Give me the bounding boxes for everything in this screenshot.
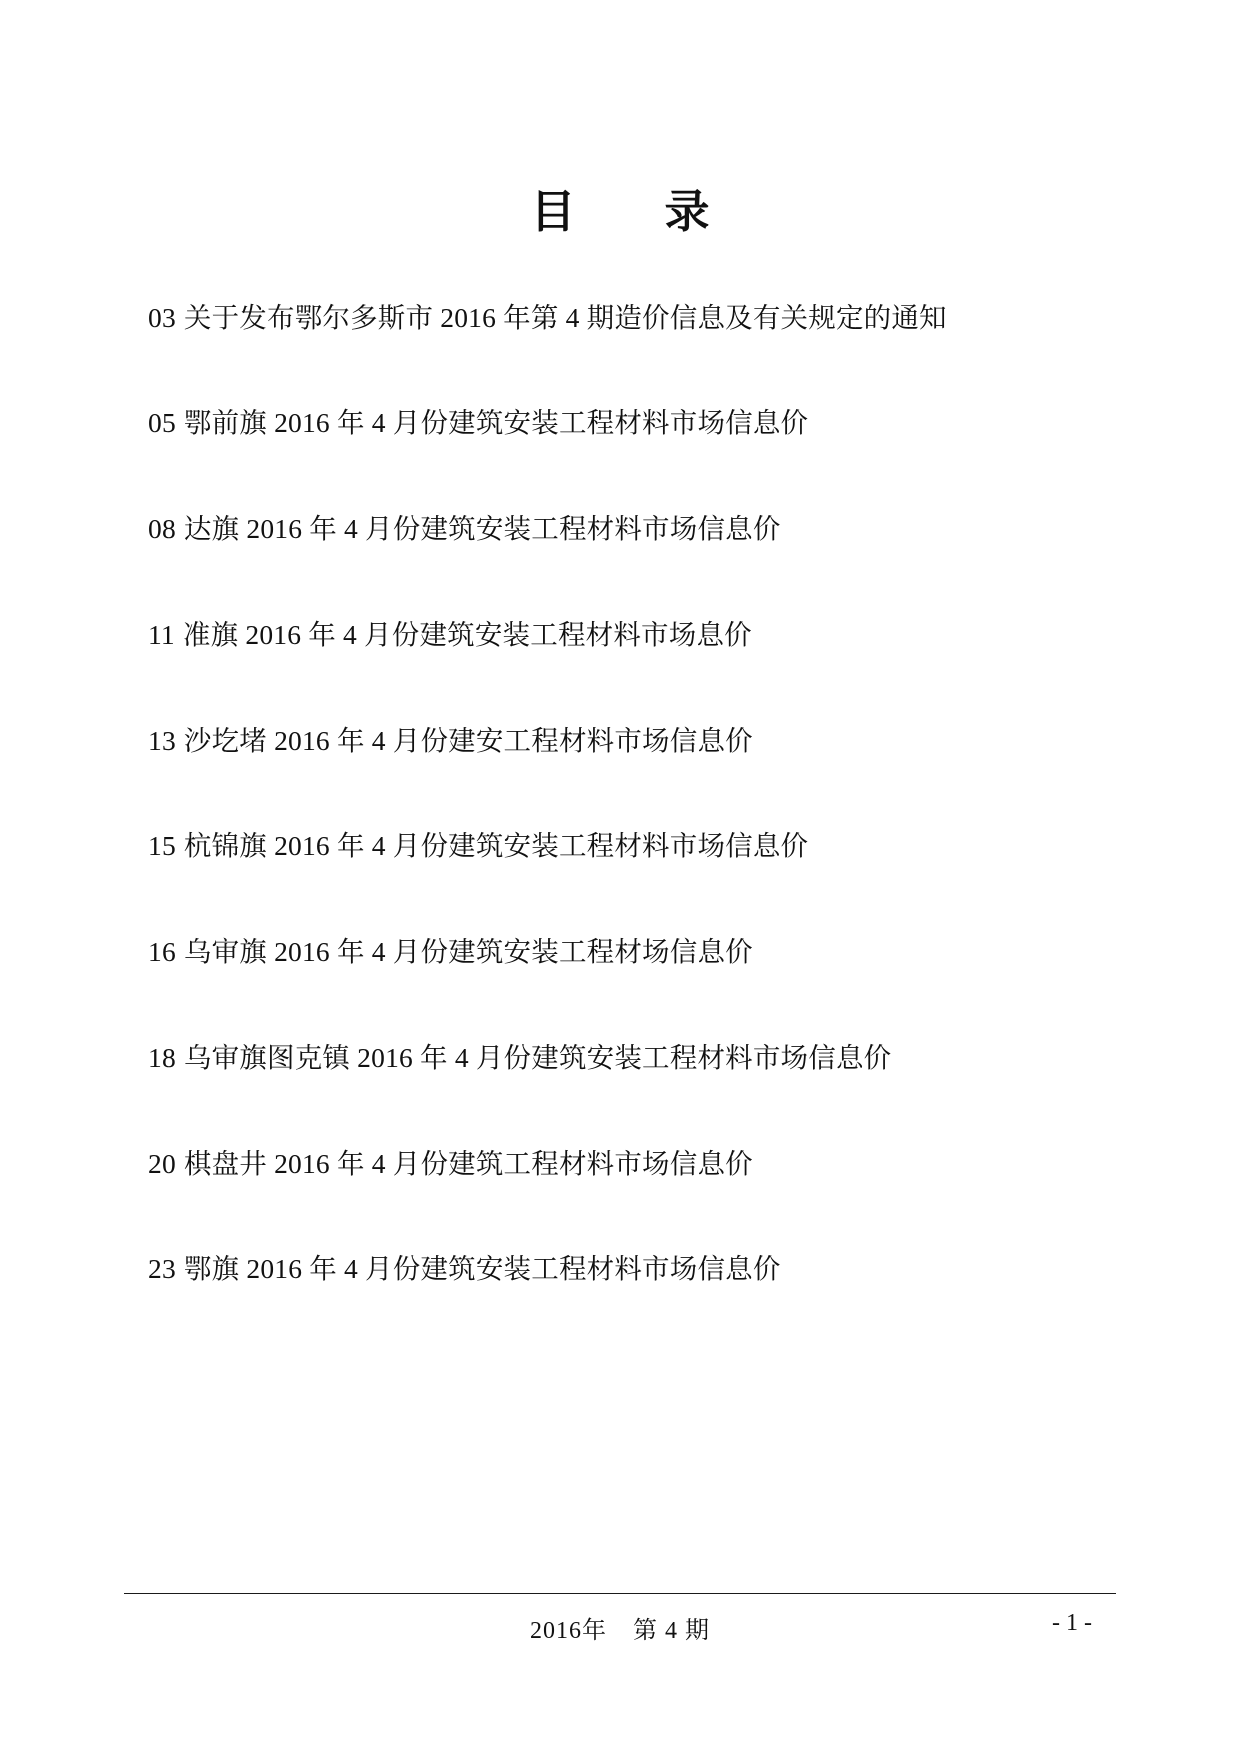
toc-entry-page-number: 05 xyxy=(148,407,176,439)
toc-entry-page-number: 08 xyxy=(148,513,176,544)
toc-entry-title: 乌审旗图克镇 2016 年 4 月份建筑安装工程材料市场信息价 xyxy=(183,1041,892,1073)
toc-entry-page-number: 13 xyxy=(148,724,176,756)
toc-entry-title: 达旗 2016 年 4 月份建筑安装工程材料市场信息价 xyxy=(183,513,781,544)
footer-issue xyxy=(124,1610,1116,1645)
toc-entry-title: 杭锦旗 2016 年 4 月份建筑安装工程材料市场信息价 xyxy=(183,830,809,862)
toc-entry-title: 准旗 2016 年 4 月份建筑安装工程材料市场息价 xyxy=(182,618,752,650)
footer-year: 2016年 xyxy=(530,1618,607,1644)
toc-entry[interactable] xyxy=(0,617,1240,653)
toc-entry-title: 关于发布鄂尔多斯市 2016 年第 4 期造价信息及有关规定的通知 xyxy=(183,301,947,333)
toc-entry-title: 鄂前旗 2016 年 4 月份建筑安装工程材料市场信息价 xyxy=(183,407,809,439)
footer-divider xyxy=(124,1593,1116,1594)
footer-issue-number: 第 4 期 xyxy=(633,1618,710,1644)
toc-entry[interactable] xyxy=(0,934,1240,970)
page-footer xyxy=(124,1610,1116,1650)
toc-entry[interactable] xyxy=(0,300,1240,336)
page-title: 目 录 xyxy=(530,187,732,237)
table-of-contents xyxy=(0,300,1240,1288)
toc-entry-page-number: 23 xyxy=(148,1253,176,1285)
toc-entry[interactable] xyxy=(0,511,1240,547)
toc-entry[interactable] xyxy=(0,1040,1240,1076)
toc-entry-page-number: 16 xyxy=(148,936,176,967)
toc-entry[interactable] xyxy=(0,1146,1240,1182)
toc-entry[interactable] xyxy=(0,723,1240,759)
toc-entry-page-number: 18 xyxy=(148,1041,176,1073)
footer-page-number: - 1 - xyxy=(1052,1610,1092,1636)
toc-entry-page-number: 15 xyxy=(148,830,176,862)
toc-entry[interactable] xyxy=(0,405,1240,441)
toc-entry-page-number: 03 xyxy=(148,301,176,333)
toc-entry-title: 棋盘井 2016 年 4 月份建筑工程材料市场信息价 xyxy=(183,1147,753,1179)
toc-entry-title: 鄂旗 2016 年 4 月份建筑安装工程材料市场信息价 xyxy=(183,1253,781,1285)
toc-entry-title: 沙圪堵 2016 年 4 月份建安工程材料市场信息价 xyxy=(183,724,753,756)
toc-entry-page-number: 11 xyxy=(148,618,175,650)
toc-entry[interactable] xyxy=(0,828,1240,864)
toc-entry-title: 乌审旗 2016 年 4 月份建筑安装工程材场信息价 xyxy=(183,936,753,967)
toc-entry[interactable] xyxy=(0,1251,1240,1287)
toc-entry-page-number: 20 xyxy=(148,1147,176,1179)
